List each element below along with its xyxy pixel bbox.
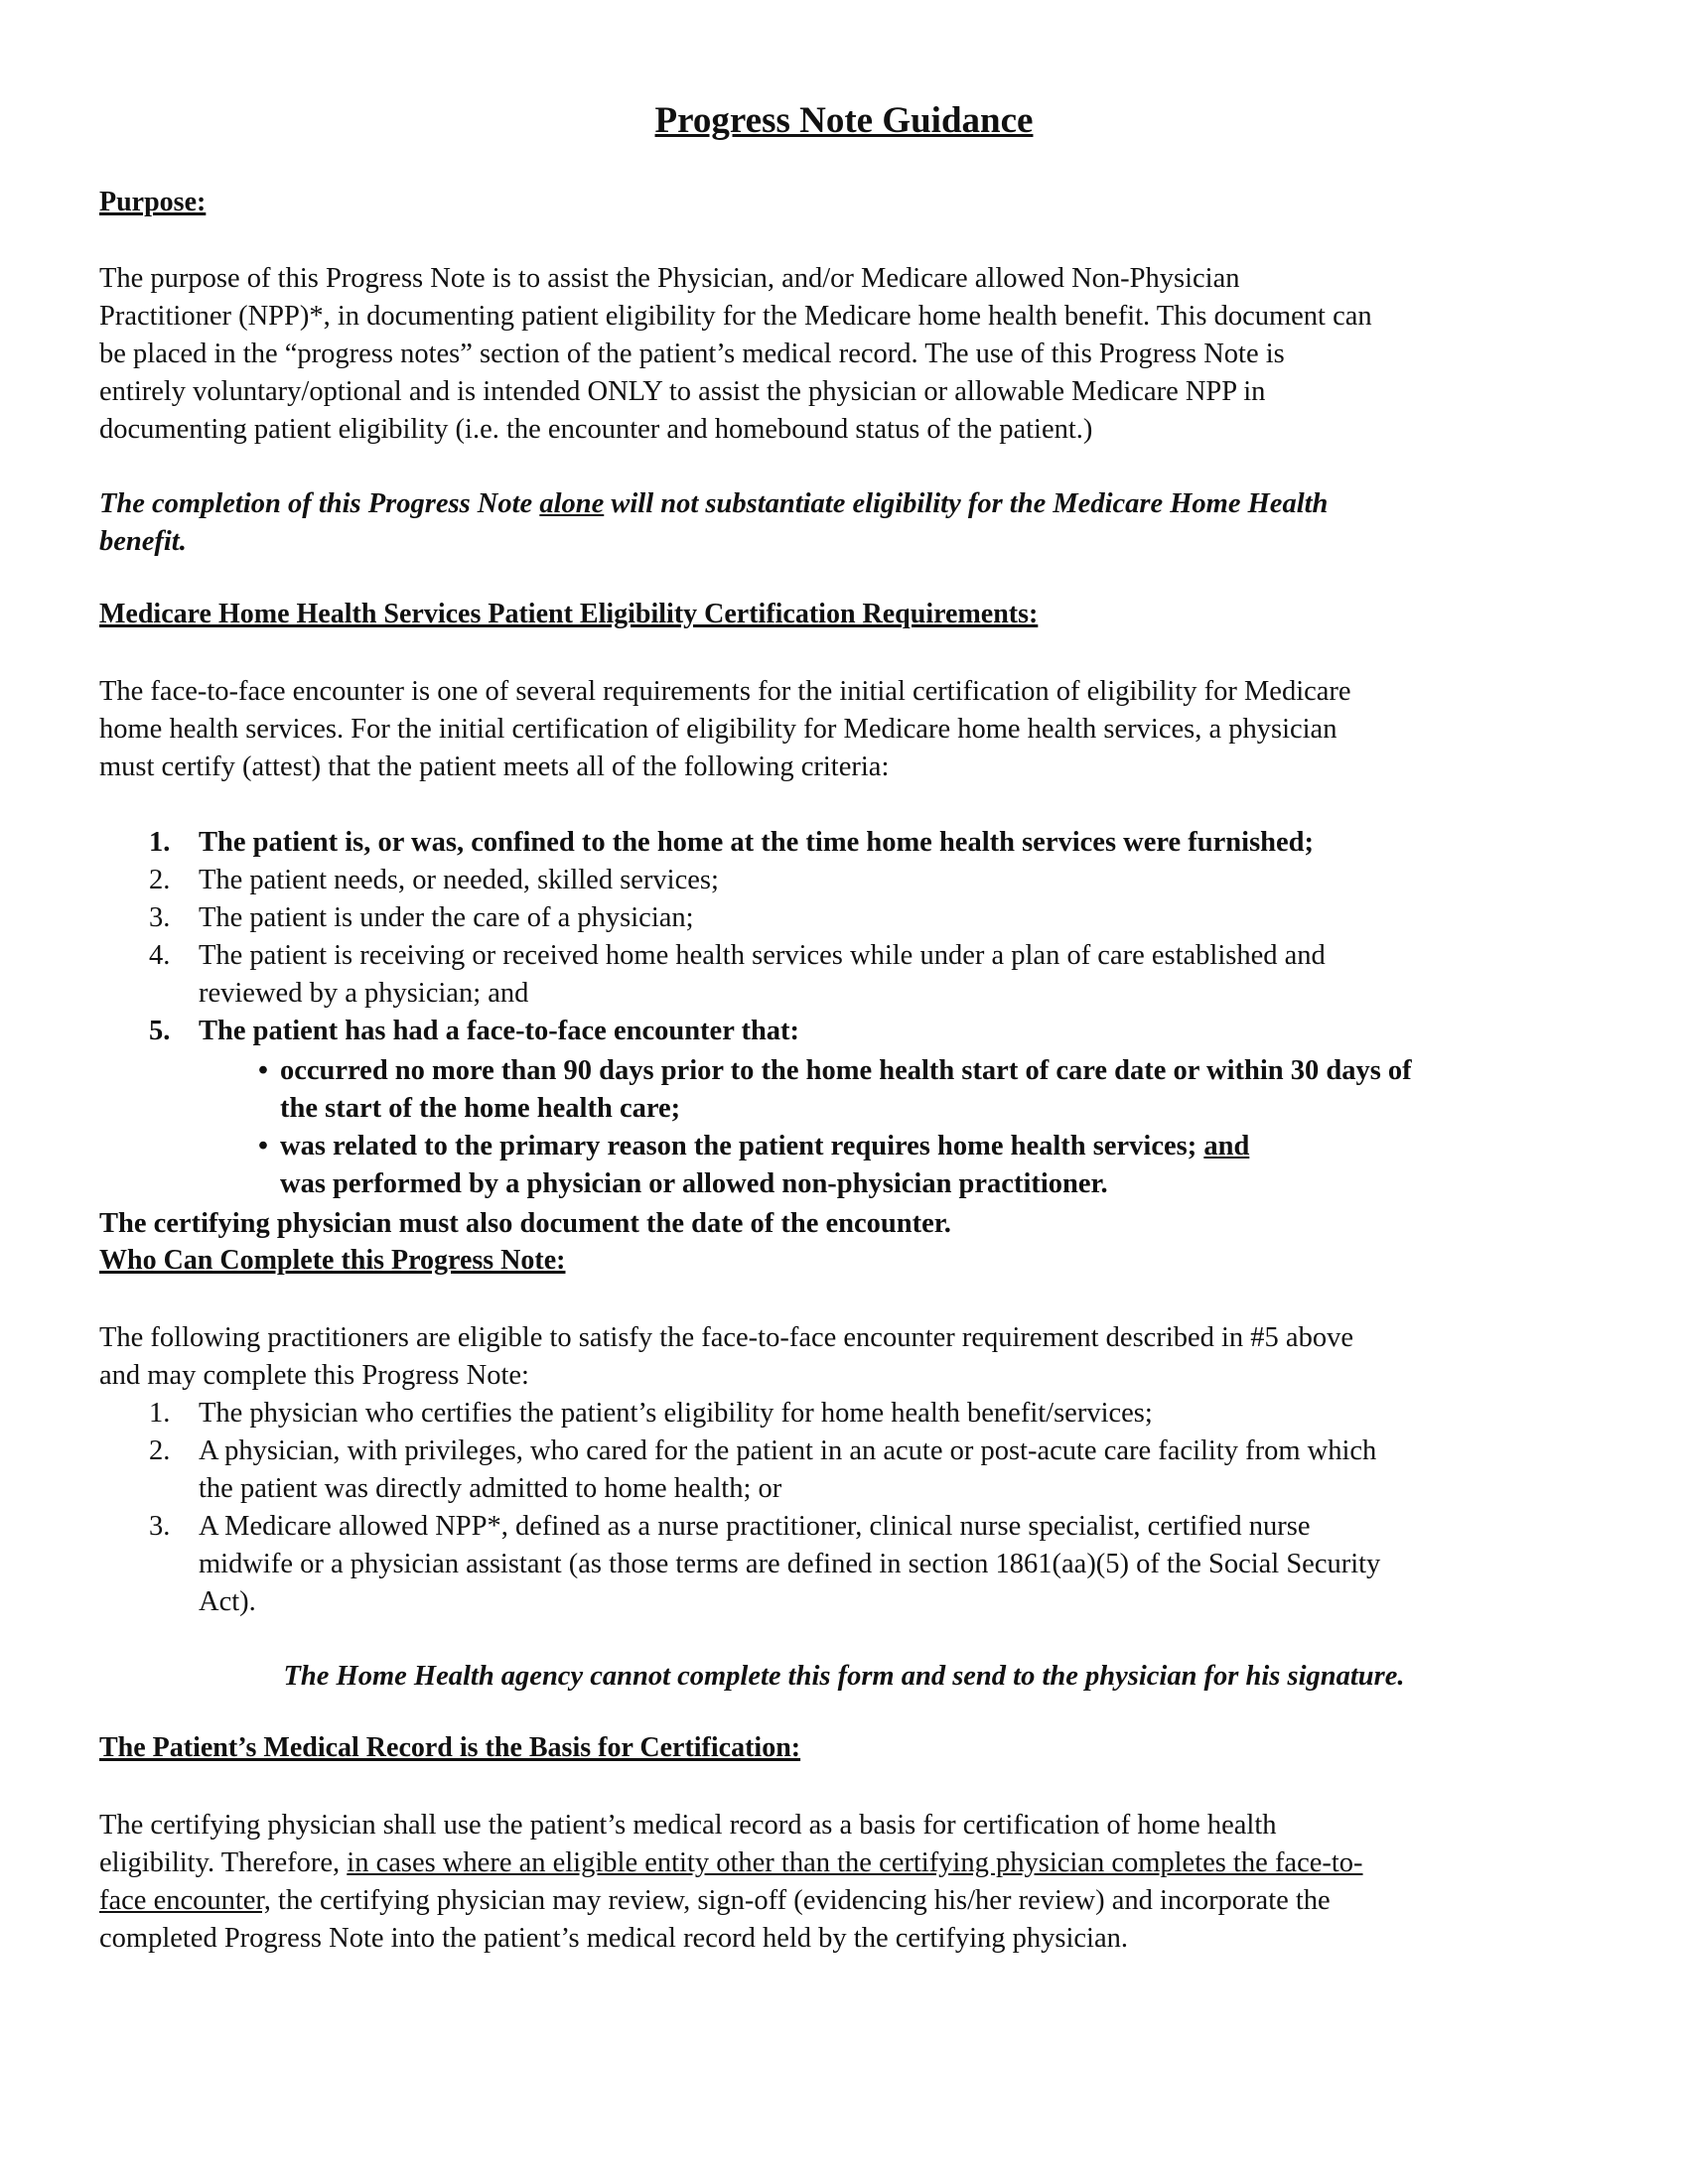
criteria-text: The patient has had a face-to-face encounter that:	[199, 1016, 800, 1046]
purpose-line: Practitioner (NPP)*, in documenting patient eligibility for the Medicare home health benefit. This document can	[99, 301, 1372, 332]
sub-bullet-item	[258, 1052, 1589, 1128]
practitioner-item	[149, 1508, 1589, 1621]
who-intro-line: and may complete this Progress Note:	[99, 1360, 529, 1391]
record-text: the certifying physician may review, sign-off (evidencing his/her review) and incorporate the	[270, 1885, 1331, 1916]
requirements-heading: Medicare Home Health Services Patient Eligibility Certification Requirements:	[99, 599, 1039, 629]
criteria-item	[149, 899, 1589, 937]
practitioner-item	[149, 1395, 1589, 1433]
sub-bullet-text: occurred no more than 90 days prior to the home health start of care date or within 30 days of	[280, 1055, 1412, 1086]
criteria-text: The patient is receiving or received home health services while under a plan of care established and	[199, 940, 1326, 971]
practitioner-text: A Medicare allowed NPP*, defined as a nurse practitioner, clinical nurse specialist, certified nurse	[199, 1511, 1311, 1542]
record-line: completed Progress Note into the patient’s medical record held by the certifying physician.	[99, 1923, 1128, 1954]
purpose-line: be placed in the “progress notes” section of the patient’s medical record. The use of this Progress Note is	[99, 339, 1285, 369]
warning-line-2: benefit.	[99, 526, 187, 557]
requirements-intro-line: The face-to-face encounter is one of several requirements for the initial certification of eligibility for Medicare	[99, 676, 1351, 707]
warning-text: will not substantiate eligibility for the Medicare Home Health	[604, 488, 1329, 519]
purpose-heading: Purpose:	[99, 187, 207, 217]
criteria-item	[149, 1013, 1589, 1203]
record-line: The certifying physician shall use the patient’s medical record as a basis for certification of home health	[99, 1810, 1277, 1841]
item-number: 1.	[149, 827, 171, 858]
purpose-line: documenting patient eligibility (i.e. the encounter and homebound status of the patient.)	[99, 414, 1093, 445]
requirements-closing	[99, 1205, 1589, 1243]
sub-bullet-text	[280, 1128, 1589, 1165]
item-number: 5.	[149, 1016, 171, 1046]
who-intro-line: The following practitioners are eligible to satisfy the face-to-face encounter requirement described in #5 above	[99, 1322, 1353, 1353]
purpose-line: The purpose of this Progress Note is to assist the Physician, and/or Medicare allowed Non-Physician	[99, 263, 1240, 294]
sub-bullet-item	[258, 1128, 1589, 1203]
criteria-text: The patient is, or was, confined to the home at the time home health services were furnished;	[199, 827, 1314, 858]
purpose-paragraph	[99, 260, 1589, 449]
item-number: 3.	[149, 902, 171, 933]
record-heading: The Patient’s Medical Record is the Basis for Certification:	[99, 1732, 801, 1763]
sub-bullet-underlined: and	[1203, 1131, 1250, 1161]
record-underlined: in cases where an eligible entity other than the certifying physician completes the face-to-	[347, 1847, 1363, 1878]
criteria-item	[149, 862, 1589, 899]
sub-bullet-text-part: was related to the primary reason the patient requires home health services;	[280, 1131, 1204, 1161]
record-line	[99, 1882, 1589, 1920]
requirements-intro-line: must certify (attest) that the patient meets all of the following criteria:	[99, 751, 890, 782]
encounter-sub-list	[258, 1052, 1589, 1203]
practitioner-item	[149, 1433, 1589, 1508]
closing-text: The certifying physician must also document the date of the encounter.	[99, 1208, 951, 1239]
warning-text: The completion of this Progress Note	[99, 488, 540, 519]
warning-emphasis: alone	[539, 488, 605, 519]
agency-note	[99, 1658, 1589, 1696]
item-number: 1.	[149, 1398, 171, 1429]
page-title: Progress Note Guidance	[654, 100, 1034, 141]
requirements-intro	[99, 673, 1589, 786]
item-number: 3.	[149, 1511, 171, 1542]
criteria-text: The patient is under the care of a physician;	[199, 902, 694, 933]
record-text: eligibility. Therefore,	[99, 1847, 348, 1878]
practitioner-text: A physician, with privileges, who cared for the patient in an acute or post-acute care facility from which	[199, 1435, 1377, 1466]
practitioner-text: The physician who certifies the patient’s eligibility for home health benefit/services;	[199, 1398, 1153, 1429]
criteria-text: The patient needs, or needed, skilled services;	[199, 865, 719, 895]
who-heading: Who Can Complete this Progress Note:	[99, 1245, 566, 1276]
criteria-list	[149, 824, 1589, 1203]
record-line	[99, 1844, 1589, 1882]
purpose-line: entirely voluntary/optional and is intended ONLY to assist the physician or allowable Medicare NPP in	[99, 376, 1266, 407]
practitioner-text: midwife or a physician assistant (as those terms are defined in section 1861(aa)(5) of the Social Security	[199, 1549, 1381, 1579]
record-paragraph	[99, 1807, 1589, 1958]
item-number: 2.	[149, 1435, 171, 1466]
practitioners-list	[149, 1395, 1589, 1621]
warning-line-1	[99, 485, 1589, 523]
practitioner-text: Act).	[199, 1586, 256, 1617]
agency-note-text: The Home Health agency cannot complete this form and send to the physician for his signature.	[283, 1661, 1405, 1692]
item-number: 4.	[149, 940, 171, 971]
who-intro	[99, 1319, 1589, 1395]
eligibility-warning	[99, 485, 1589, 561]
record-underlined: face encounter,	[99, 1885, 271, 1916]
sub-bullet-text: the start of the home health care;	[280, 1093, 681, 1124]
item-number: 2.	[149, 865, 171, 895]
criteria-item	[149, 824, 1589, 862]
criteria-text: reviewed by a physician; and	[199, 978, 529, 1009]
practitioner-text: the patient was directly admitted to home health; or	[199, 1473, 782, 1504]
criteria-item	[149, 937, 1589, 1013]
requirements-intro-line: home health services. For the initial certification of eligibility for Medicare home health services, a physician	[99, 714, 1337, 745]
bullet-icon: •	[258, 1055, 268, 1086]
bullet-icon: •	[258, 1131, 268, 1161]
sub-bullet-text: was performed by a physician or allowed non-physician practitioner.	[280, 1168, 1108, 1199]
